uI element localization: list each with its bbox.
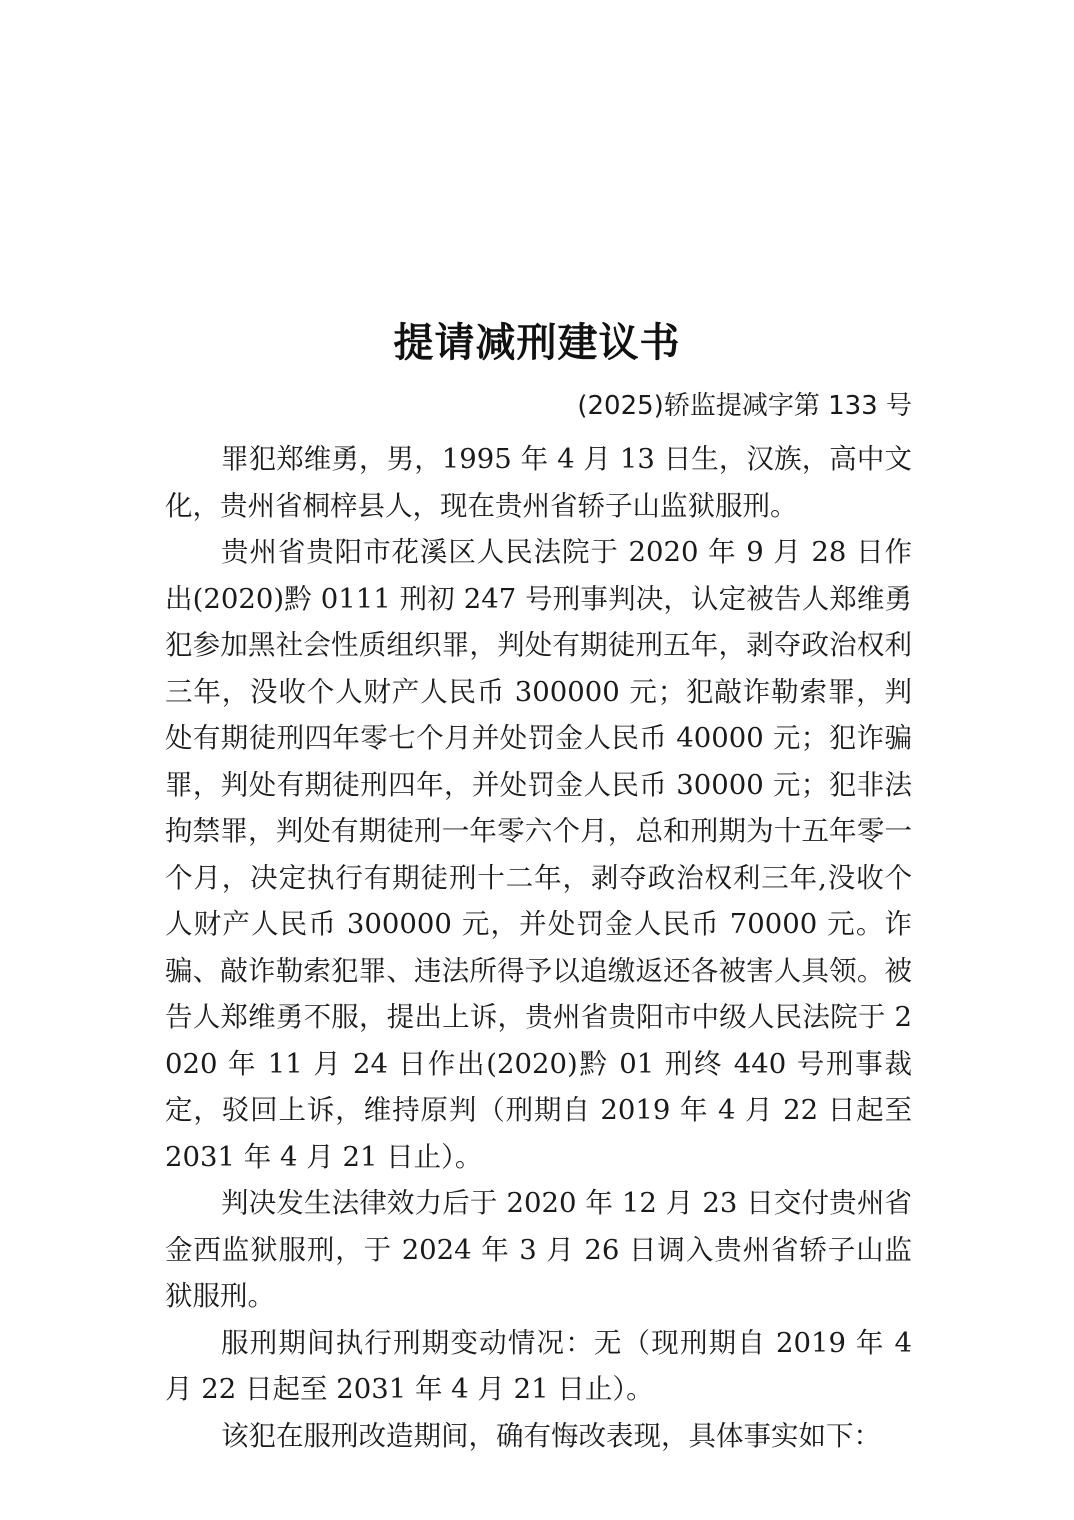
document-body	[165, 436, 912, 1459]
paragraph-facts-intro: 该犯在服刑改造期间，确有悔改表现，具体事实如下：	[221, 1419, 881, 1452]
paragraph-transfer: 判决发生法律效力后于 2020 年 12 月 23 日交付贵州省金西监狱服刑，于 2024 年 3 月 26 日调入贵州省轿子山监狱服刑。	[165, 1187, 912, 1312]
paragraph-offender-info: 罪犯郑维勇，男，1995 年 4 月 13 日生，汉族，高中文化，贵州省桐梓县人，现在贵州省轿子山监狱服刑。	[165, 443, 912, 522]
document-title: 提请减刑建议书	[393, 319, 681, 366]
paragraph-judgment: 贵州省贵阳市花溪区人民法院于 2020 年 9 月 28 日作出(2020)黔 0111 刑初 247 号刑事判决，认定被告人郑维勇犯参加黑社会性质组织罪，判处有期徒刑五年，剥夺政治权利三年，没收个人财产人民币 300000 元；犯敲诈勒索罪，判处有期徒刑四年零七个月并处罚金人民币 40000 元；犯诈骗罪，判处有期徒刑四年，并处罚金人民币 30000 元；犯非法拘禁罪，判处有期徒刑一年零六个月，总和刑期为十五年零一个月，决定执行有期徒刑十二年，剥夺政治权利三年,没收个人财产人民币 300000 元，并处罚金人民币 70000 元。诈骗、敲诈勒索犯罪、违法所得予以追缴返还各被害人具领。被告人郑维勇不服，提出上诉，贵州省贵阳市中级人民法院于 2020 年 11 月 24 日作出(2020)黔 01 刑终 440 号刑事裁定，驳回上诉，维持原判（刑期自 2019 年 4 月 22 日起至 2031 年 4 月 21 日止）。	[165, 536, 912, 1173]
document-number: (2025)轿监提减字第 133 号	[577, 391, 912, 421]
paragraph-sentence-change: 服刑期间执行刑期变动情况：无（现刑期自 2019 年 4 月 22 日起至 2031 年 4 月 21 日止）。	[165, 1326, 912, 1405]
